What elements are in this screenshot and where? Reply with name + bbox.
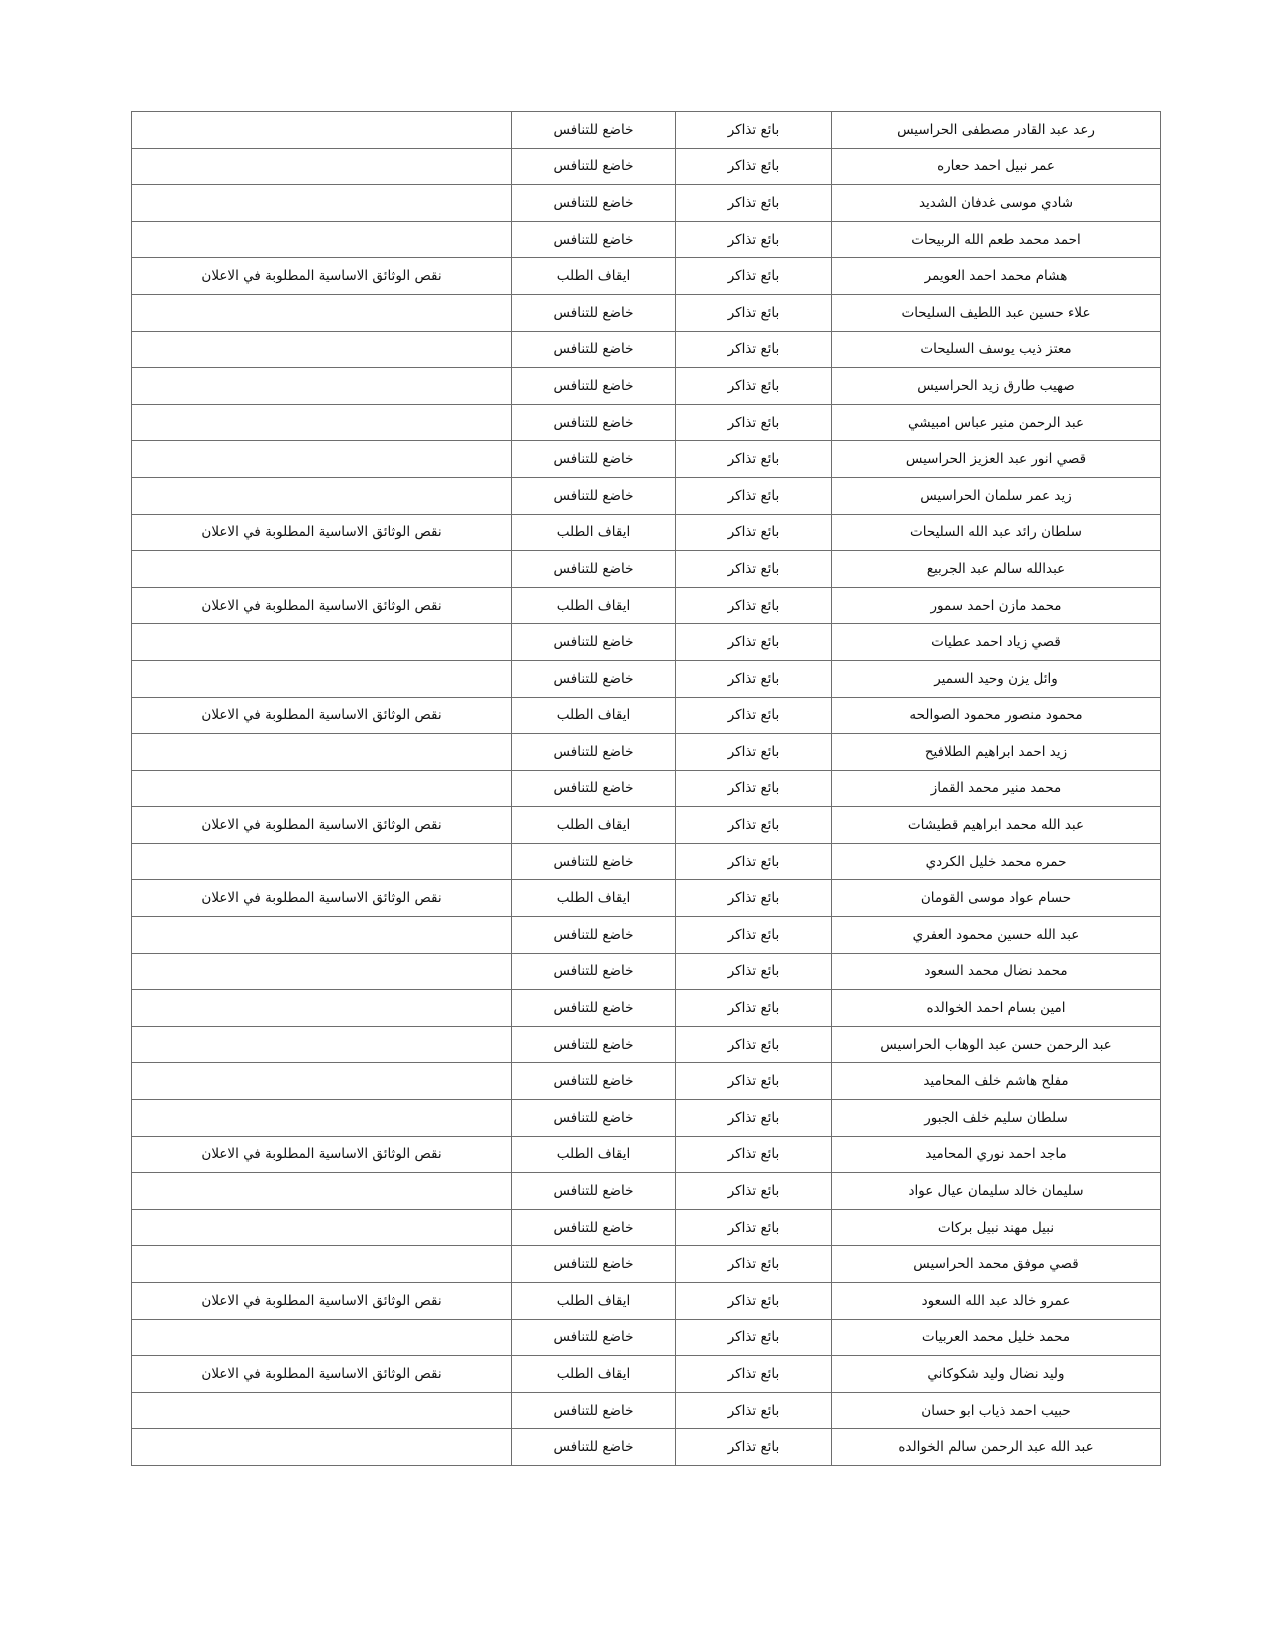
applicant-name-cell: شادي موسى غدفان الشديد [832, 185, 1161, 222]
status-reason-cell [132, 185, 512, 222]
application-status-cell: خاضع للتنافس [512, 1246, 676, 1283]
applicant-name-cell: امين بسام احمد الخوالده [832, 990, 1161, 1027]
application-status-cell: خاضع للتنافس [512, 404, 676, 441]
status-reason-cell [132, 1246, 512, 1283]
job-title-cell: بائع تذاكر [676, 1429, 832, 1466]
application-status-cell: خاضع للتنافس [512, 551, 676, 588]
status-reason-cell [132, 770, 512, 807]
applicant-name-cell: محمد مازن احمد سمور [832, 587, 1161, 624]
status-reason-cell [132, 112, 512, 149]
table-row [132, 660, 1161, 697]
applicant-name-cell: معتز ذيب يوسف السليحات [832, 331, 1161, 368]
applicant-name-cell: هشام محمد احمد العويمر [832, 258, 1161, 295]
table-row [132, 1392, 1161, 1429]
application-status-cell: خاضع للتنافس [512, 1063, 676, 1100]
status-reason-cell [132, 624, 512, 661]
job-title-cell: بائع تذاكر [676, 1356, 832, 1393]
applicant-name-cell: وليد نضال وليد شكوكاني [832, 1356, 1161, 1393]
status-reason-cell [132, 1209, 512, 1246]
table-row [132, 368, 1161, 405]
applicant-name-cell: حسام عواد موسى القومان [832, 880, 1161, 917]
status-reason-cell [132, 331, 512, 368]
applicant-name-cell: زيد عمر سلمان الحراسيس [832, 477, 1161, 514]
job-title-cell: بائع تذاكر [676, 1100, 832, 1137]
table-row [132, 807, 1161, 844]
job-title-cell: بائع تذاكر [676, 477, 832, 514]
job-title-cell: بائع تذاكر [676, 734, 832, 771]
status-reason-cell [132, 1100, 512, 1137]
applicant-name-cell: حبيب احمد ذياب ابو حسان [832, 1392, 1161, 1429]
status-reason-cell [132, 404, 512, 441]
applicant-name-cell: محمود منصور محمود الصوالحه [832, 697, 1161, 734]
table-row [132, 1209, 1161, 1246]
job-title-cell: بائع تذاكر [676, 368, 832, 405]
application-status-cell: خاضع للتنافس [512, 1209, 676, 1246]
job-title-cell: بائع تذاكر [676, 551, 832, 588]
applicant-name-cell: سلطان رائد عبد الله السليحات [832, 514, 1161, 551]
job-title-cell: بائع تذاكر [676, 1026, 832, 1063]
job-title-cell: بائع تذاكر [676, 843, 832, 880]
applicant-name-cell: حمره محمد خليل الكردي [832, 843, 1161, 880]
job-title-cell: بائع تذاكر [676, 112, 832, 149]
applicant-name-cell: عبد الرحمن حسن عبد الوهاب الحراسيس [832, 1026, 1161, 1063]
job-title-cell: بائع تذاكر [676, 770, 832, 807]
job-title-cell: بائع تذاكر [676, 1209, 832, 1246]
status-reason-cell: نقص الوثائق الاساسية المطلوبة في الاعلان [132, 1356, 512, 1393]
status-reason-cell [132, 1429, 512, 1466]
status-reason-cell [132, 1319, 512, 1356]
applicant-name-cell: زيد احمد ابراهيم الطلافيح [832, 734, 1161, 771]
status-reason-cell [132, 148, 512, 185]
application-status-cell: ايقاف الطلب [512, 587, 676, 624]
status-reason-cell [132, 660, 512, 697]
applicant-name-cell: صهيب طارق زيد الحراسيس [832, 368, 1161, 405]
applicant-name-cell: محمد خليل محمد العربيات [832, 1319, 1161, 1356]
applicant-name-cell: عبدالله سالم عبد الجربيع [832, 551, 1161, 588]
applicants-table [131, 111, 1161, 1466]
status-reason-cell: نقص الوثائق الاساسية المطلوبة في الاعلان [132, 514, 512, 551]
application-status-cell: خاضع للتنافس [512, 1026, 676, 1063]
application-status-cell: خاضع للتنافس [512, 112, 676, 149]
application-status-cell: ايقاف الطلب [512, 1283, 676, 1320]
job-title-cell: بائع تذاكر [676, 404, 832, 441]
application-status-cell: خاضع للتنافس [512, 843, 676, 880]
table-row [132, 953, 1161, 990]
table-row [132, 917, 1161, 954]
table-row [132, 697, 1161, 734]
application-status-cell: ايقاف الطلب [512, 1356, 676, 1393]
application-status-cell: خاضع للتنافس [512, 1100, 676, 1137]
application-status-cell: خاضع للتنافس [512, 1392, 676, 1429]
table-row [132, 843, 1161, 880]
status-reason-cell [132, 1063, 512, 1100]
status-reason-cell [132, 843, 512, 880]
application-status-cell: خاضع للتنافس [512, 624, 676, 661]
table-row [132, 294, 1161, 331]
applicant-name-cell: مفلح هاشم خلف المحاميد [832, 1063, 1161, 1100]
job-title-cell: بائع تذاكر [676, 441, 832, 478]
table-row [132, 1063, 1161, 1100]
table-row [132, 587, 1161, 624]
table-row [132, 1319, 1161, 1356]
table-row [132, 770, 1161, 807]
job-title-cell: بائع تذاكر [676, 953, 832, 990]
job-title-cell: بائع تذاكر [676, 294, 832, 331]
job-title-cell: بائع تذاكر [676, 807, 832, 844]
applicant-name-cell: سلطان سليم خلف الجبور [832, 1100, 1161, 1137]
application-status-cell: ايقاف الطلب [512, 258, 676, 295]
table-row [132, 1356, 1161, 1393]
job-title-cell: بائع تذاكر [676, 258, 832, 295]
application-status-cell: خاضع للتنافس [512, 734, 676, 771]
table-row [132, 148, 1161, 185]
job-title-cell: بائع تذاكر [676, 185, 832, 222]
application-status-cell: خاضع للتنافس [512, 477, 676, 514]
status-reason-cell: نقص الوثائق الاساسية المطلوبة في الاعلان [132, 1283, 512, 1320]
status-reason-cell: نقص الوثائق الاساسية المطلوبة في الاعلان [132, 697, 512, 734]
table-row [132, 1173, 1161, 1210]
table-row [132, 258, 1161, 295]
job-title-cell: بائع تذاكر [676, 1319, 832, 1356]
status-reason-cell [132, 221, 512, 258]
application-status-cell: ايقاف الطلب [512, 880, 676, 917]
applicant-name-cell: محمد نضال محمد السعود [832, 953, 1161, 990]
job-title-cell: بائع تذاكر [676, 587, 832, 624]
job-title-cell: بائع تذاكر [676, 880, 832, 917]
status-reason-cell [132, 734, 512, 771]
status-reason-cell [132, 294, 512, 331]
job-title-cell: بائع تذاكر [676, 697, 832, 734]
applicants-table-body [132, 112, 1161, 1466]
applicant-name-cell: قصي زياد احمد عطيات [832, 624, 1161, 661]
application-status-cell: خاضع للتنافس [512, 917, 676, 954]
application-status-cell: خاضع للتنافس [512, 1429, 676, 1466]
table-row [132, 1283, 1161, 1320]
application-status-cell: خاضع للتنافس [512, 1319, 676, 1356]
job-title-cell: بائع تذاكر [676, 624, 832, 661]
applicant-name-cell: عمرو خالد عبد الله السعود [832, 1283, 1161, 1320]
status-reason-cell: نقص الوثائق الاساسية المطلوبة في الاعلان [132, 807, 512, 844]
table-row [132, 404, 1161, 441]
table-row [132, 551, 1161, 588]
applicant-name-cell: محمد منير محمد القماز [832, 770, 1161, 807]
table-row [132, 1246, 1161, 1283]
application-status-cell: خاضع للتنافس [512, 294, 676, 331]
job-title-cell: بائع تذاكر [676, 331, 832, 368]
status-reason-cell [132, 441, 512, 478]
job-title-cell: بائع تذاكر [676, 148, 832, 185]
applicant-name-cell: وائل يزن وحيد السمير [832, 660, 1161, 697]
applicant-name-cell: سليمان خالد سليمان عيال عواد [832, 1173, 1161, 1210]
job-title-cell: بائع تذاكر [676, 221, 832, 258]
application-status-cell: خاضع للتنافس [512, 441, 676, 478]
application-status-cell: خاضع للتنافس [512, 990, 676, 1027]
applicant-name-cell: عمر نبيل احمد حعاره [832, 148, 1161, 185]
status-reason-cell [132, 917, 512, 954]
application-status-cell: خاضع للتنافس [512, 148, 676, 185]
job-title-cell: بائع تذاكر [676, 1283, 832, 1320]
application-status-cell: خاضع للتنافس [512, 1173, 676, 1210]
application-status-cell: ايقاف الطلب [512, 697, 676, 734]
application-status-cell: ايقاف الطلب [512, 1136, 676, 1173]
table-row [132, 514, 1161, 551]
application-status-cell: ايقاف الطلب [512, 514, 676, 551]
status-reason-cell [132, 990, 512, 1027]
status-reason-cell: نقص الوثائق الاساسية المطلوبة في الاعلان [132, 587, 512, 624]
status-reason-cell [132, 368, 512, 405]
table-row [132, 1429, 1161, 1466]
table-row [132, 1100, 1161, 1137]
applicant-name-cell: نبيل مهند نبيل بركات [832, 1209, 1161, 1246]
table-row [132, 734, 1161, 771]
table-row [132, 112, 1161, 149]
table-row [132, 221, 1161, 258]
application-status-cell: خاضع للتنافس [512, 368, 676, 405]
job-title-cell: بائع تذاكر [676, 917, 832, 954]
table-row [132, 1136, 1161, 1173]
applicant-name-cell: احمد محمد طعم الله الربيحات [832, 221, 1161, 258]
application-status-cell: خاضع للتنافس [512, 331, 676, 368]
status-reason-cell [132, 551, 512, 588]
table-row [132, 624, 1161, 661]
table-row [132, 331, 1161, 368]
table-row [132, 1026, 1161, 1063]
table-row [132, 990, 1161, 1027]
table-row [132, 880, 1161, 917]
application-status-cell: خاضع للتنافس [512, 185, 676, 222]
status-reason-cell: نقص الوثائق الاساسية المطلوبة في الاعلان [132, 258, 512, 295]
applicant-name-cell: قصي انور عبد العزيز الحراسيس [832, 441, 1161, 478]
application-status-cell: خاضع للتنافس [512, 953, 676, 990]
table-row [132, 185, 1161, 222]
job-title-cell: بائع تذاكر [676, 1392, 832, 1429]
applicant-name-cell: عبد الرحمن منير عباس امبيشي [832, 404, 1161, 441]
job-title-cell: بائع تذاكر [676, 1173, 832, 1210]
job-title-cell: بائع تذاكر [676, 1063, 832, 1100]
status-reason-cell: نقص الوثائق الاساسية المطلوبة في الاعلان [132, 1136, 512, 1173]
applicant-name-cell: عبد الله محمد ابراهيم قطيشات [832, 807, 1161, 844]
job-title-cell: بائع تذاكر [676, 514, 832, 551]
status-reason-cell: نقص الوثائق الاساسية المطلوبة في الاعلان [132, 880, 512, 917]
applicant-name-cell: عبد الله عبد الرحمن سالم الخوالده [832, 1429, 1161, 1466]
application-status-cell: خاضع للتنافس [512, 660, 676, 697]
application-status-cell: ايقاف الطلب [512, 807, 676, 844]
status-reason-cell [132, 1026, 512, 1063]
status-reason-cell [132, 1173, 512, 1210]
status-reason-cell [132, 953, 512, 990]
table-row [132, 477, 1161, 514]
status-reason-cell [132, 477, 512, 514]
application-status-cell: خاضع للتنافس [512, 770, 676, 807]
job-title-cell: بائع تذاكر [676, 1246, 832, 1283]
job-title-cell: بائع تذاكر [676, 990, 832, 1027]
job-title-cell: بائع تذاكر [676, 660, 832, 697]
applicant-name-cell: علاء حسين عبد اللطيف السليحات [832, 294, 1161, 331]
status-reason-cell [132, 1392, 512, 1429]
applicant-name-cell: قصي موفق محمد الحراسيس [832, 1246, 1161, 1283]
application-status-cell: خاضع للتنافس [512, 221, 676, 258]
job-title-cell: بائع تذاكر [676, 1136, 832, 1173]
applicant-name-cell: ماجد احمد نوري المحاميد [832, 1136, 1161, 1173]
table-row [132, 441, 1161, 478]
applicant-name-cell: رعد عبد القادر مصطفى الحراسيس [832, 112, 1161, 149]
applicant-name-cell: عبد الله حسين محمود العفري [832, 917, 1161, 954]
